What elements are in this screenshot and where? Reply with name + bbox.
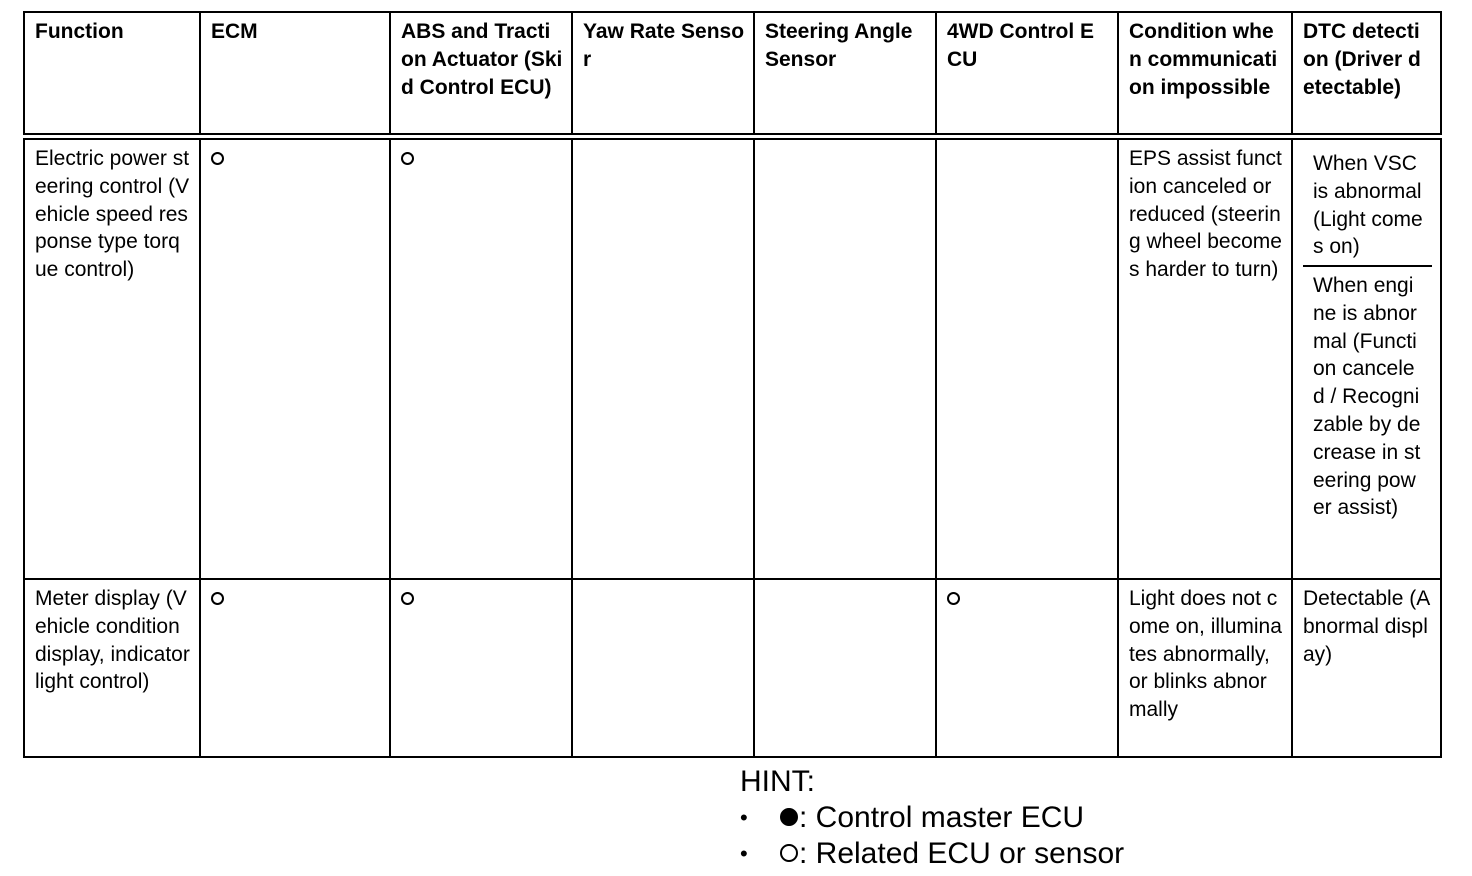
abs-cell [390,579,572,757]
condition-cell: Light does not come on, illuminates abnormally, or blinks abnormally [1118,579,1292,757]
function-cell: Meter display (Vehicle condition display, indicator light control) [24,579,200,757]
yaw-rate-cell [572,579,754,757]
hint-item [740,836,1124,872]
related-ecu-circle-icon [211,152,224,165]
related-ecu-circle-icon [401,152,414,165]
bullet: • [740,805,748,830]
dtc-cell: Detectable (Abnormal display) [1292,579,1441,757]
hint-title: HINT: [740,765,815,798]
related-ecu-circle-icon [947,592,960,605]
bullet: • [740,841,748,866]
related-ecu-circle-icon [401,592,414,605]
yaw-rate-cell [572,137,754,580]
steering-angle-cell [754,579,936,757]
header-yaw-rate-sensor: Yaw Rate Sensor [572,12,754,137]
header-dtc-detection: DTC detection (Driver detectable) [1292,12,1441,137]
hint-text: : Control master ECU [799,801,1085,834]
hint-item [740,800,1124,836]
dtc-subcell: When VSC is abnormal (Light comes on) [1303,145,1432,267]
header-abs-traction-actuator: ABS and Traction Actuator (Skid Control ECU) [390,12,572,137]
header-function: Function [24,12,200,137]
header-ecm: ECM [200,12,390,137]
4wd-cell [936,579,1118,757]
header-condition: Condition when communication impossible [1118,12,1292,137]
dtc-cell [1292,137,1441,580]
header-steering-angle-sensor: Steering Angle Sensor [754,12,936,137]
related-ecu-circle-icon [211,592,224,605]
open-circle-icon [780,844,798,862]
filled-circle-icon [780,808,798,826]
header-4wd-control-ecu: 4WD Control ECU [936,12,1118,137]
steering-angle-cell [754,137,936,580]
ecm-cell [200,579,390,757]
4wd-cell [936,137,1118,580]
table-header-row [24,12,1441,137]
hint-text: : Related ECU or sensor [799,837,1125,870]
function-cell: Electric power steering control (Vehicle speed response type torque control) [24,137,200,580]
abs-cell [390,137,572,580]
table-row [24,137,1441,580]
ecm-cell [200,137,390,580]
table-row [24,579,1441,757]
condition-cell: EPS assist function canceled or reduced (steering wheel becomes harder to turn) [1118,137,1292,580]
dtc-subcell: When engine is abnormal (Function canceled / Recognizable by decrease in steering power assist) [1313,274,1421,520]
hint-section [740,764,1124,872]
ecu-function-table [23,11,1442,758]
